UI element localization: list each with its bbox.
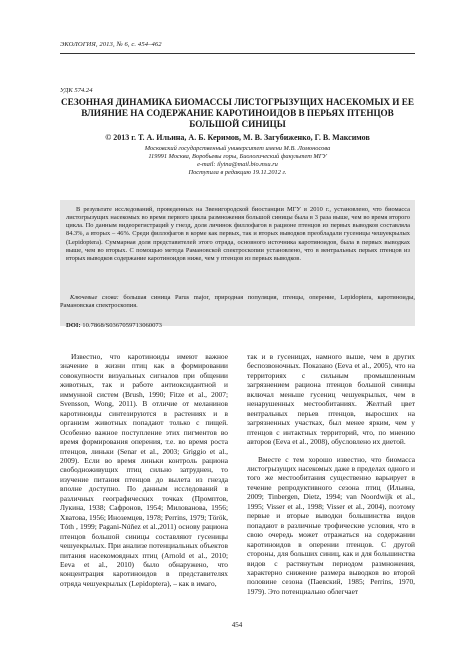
body-column-right bbox=[247, 352, 415, 596]
affiliation-university: Московский государственный университет имени М.В. Ломоносова bbox=[144, 145, 331, 152]
page-number: 454 bbox=[231, 621, 243, 629]
header-rule bbox=[60, 53, 415, 54]
affiliation-address: 119991 Москва, Воробьевы горы, Биологический факультет МГУ bbox=[148, 152, 327, 160]
keywords-text: большая синица Parus major, природная популяция, птенцы, оперение, Lepidoptera, каротиноиды, Рамановская спектроскопия. bbox=[60, 294, 415, 310]
article-authors: © 2013 г. Т. А. Ильина, А. Б. Керимов, М. В. Загубиженко, Г. В. Максимов bbox=[105, 133, 370, 142]
article-title: СЕЗОННАЯ ДИНАМИКА БИОМАССЫ ЛИСТОГРЫЗУЩИХ НАСЕКОМЫХ И ЕЕ ВЛИЯНИЕ НА СОДЕРЖАНИЕ КАРОТИНОИДОВ В ПЕРЬЯХ ПТЕНЦОВ БОЛЬШОЙ СИНИЦЫ bbox=[61, 97, 414, 129]
keywords-line bbox=[60, 294, 415, 310]
abstract-text: В результате исследований, проведенных на Звенигородской биостанции МГУ в 2010 г., установлено, что биомасса листогрызущих насекомых во время первого цикла размножения большой синицы была в 3 раза выше, чем во время второго цикла. По данным видеорегистраций у гнезд, доля личинок филлофагов в рационе птенцов из первых выводков составляла 84.3%, а вторых – 46%. Среди филлофагов в корме как первых, так и вторых выводков преобладали гусеницы чешуекрылых (Lepidoptera). Суммарная доля представителей этого отряда, основного источника каротиноидов, была в первых выводках выше, чем во вторых. С помощью метода Рамановской спектроскопии установлено, что в вентральных перьях птенцов из вторых выводков содержание каротиноидов ниже, чем у птенцов из первых выводков. bbox=[66, 206, 410, 262]
body-column-left bbox=[60, 352, 228, 588]
doi-label: DOI: bbox=[66, 322, 81, 329]
body-paragraph: Известно, что каротиноиды имеют важное значение в жизни птиц как в формировании совокупности визуальных сигналов при общении животных, так и работе антиоксидантной и иммунной систем (Brush, 1990; Fitze et al., 2007; Svensson, Wong, 2011). В отличие от меланинов каротиноиды синтезируются в растениях и в организм животных попадают только с пищей. Особенно важное поступление этих пигментов во время формирования оперения, т.е. во время роста птенцов, линьки (Senar et al., 2003; Griggio et al., 2009). Если во время линьки контроль рациона свободноживущих птиц сильно затруднен, то изучение питания птенцов до вылета из гнезда вполне доступно. По данным исследований в различных географических точках (Промптов, Лукина, 1938; Сафронов, 1954; Милованова, 1956; Хватова, 1956; Иноземцев, 1978; Perrins, 1979; Török, Tóth , 1999; Pagani-Núñez et al.,2011) основу рациона птенцов большой синицы составляют гусеницы чешуекрылых. При анализе потенциальных объектов питания насекомоядных птиц (Arnold et al., 2010; Eeva et al., 2010) было обнаружено, что концентрация каротиноидов в представителях отряда чешуекрылых (Lepidoptera), – как в имаго, bbox=[60, 352, 228, 588]
udk-code: УДК 574.24 bbox=[60, 87, 93, 94]
affiliation-email: e-mail: ilyina@mail.bio.msu.ru bbox=[197, 160, 278, 168]
doi-line bbox=[66, 322, 162, 329]
doi-value: 10.7868/S0367059713060073 bbox=[80, 322, 162, 329]
affiliation-block bbox=[60, 145, 415, 177]
body-paragraph: Вместе с тем хорошо известно, что биомасса листогрызущих насекомых даже в пределах одного и того же местообитания существенно варьирует в течение репродуктивного сезона птиц (Ильина, 2009; Tinbergen, Dietz, 1994; van Noordwijk et al., 1995; Visser et al., 1998; Visser et al., 2004), поэтому первые и вторые выводки большинства видов попадают в различные трофические условия, что в свою очередь может отражаться на содержании каротиноидов в оперении птенцов. С другой стороны, для больших синиц, как и для большинства видов с растянутым периодом размножения, характерно снижение размера выводков во второй половине сезона (Паевский, 1985; Perrins, 1970, 1979). Это потенциально облегчает bbox=[247, 454, 415, 596]
journal-running-header: ЭКОЛОГИЯ, 2013, № 6, с. 454–462 bbox=[60, 41, 162, 48]
body-paragraph: так и в гусеницах, намного выше, чем в других беспозвоночных. Показано (Eeva et al., 2005), что на территориях с сильным промышленным загрязнением рациона птенцов большой синицы включал меньше гусениц чешуекрылых, чем в ненарушенных местообитаниях. Желтый цвет вентральных перьев птенцов, выросших на загрязненных участках, был менее ярким, чем у птенцов с интактных территорий, что, по мнению авторов (Eeva et al., 2008), обусловлено их диетой. bbox=[247, 352, 415, 447]
received-date: Поступила в редакцию 19.11.2012 г. bbox=[188, 168, 287, 176]
keywords-label: Ключевые слова: bbox=[70, 294, 119, 301]
